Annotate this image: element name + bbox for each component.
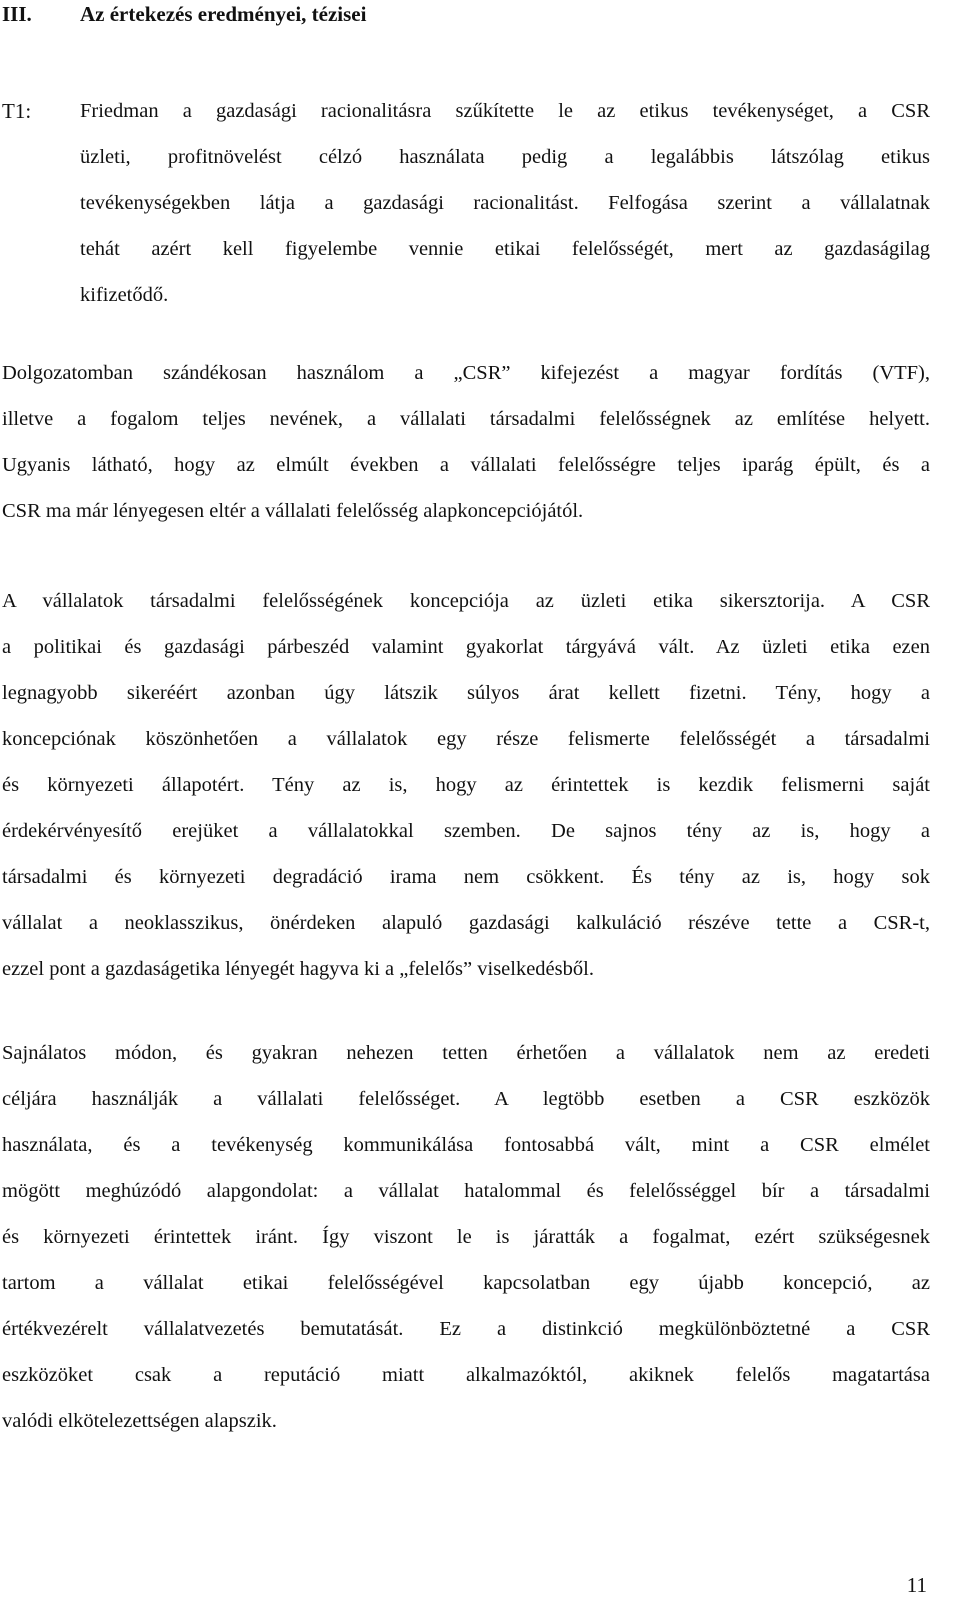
text-line: koncepciónak köszönhetően a vállalatok egy része felismerte felelősségét a társadalmi [2, 728, 930, 750]
text-line: és környezeti érintettek iránt. Így viszont le is járatták a fogalmat, ezért szükségesnek [2, 1226, 930, 1248]
text-line: Friedman a gazdasági racionalitásra szűkítette le az etikus tevékenységet, a CSR [80, 100, 930, 122]
section-number: III. [2, 2, 32, 26]
text-line: vállalat a neoklasszikus, önérdeken alapuló gazdasági kalkuláció részéve tette a CSR-t, [2, 912, 930, 934]
section-title: Az értekezés eredményei, tézisei [80, 2, 367, 26]
text-line: legnagyobb sikeréért azonban úgy látszik súlyos árat kellett fizetni. Tény, hogy a [2, 682, 930, 704]
paragraph-value-driven-management [2, 1030, 930, 1444]
paragraph-csr-terminology [2, 350, 930, 534]
text-line: tehát azért kell figyelembe vennie etikai felelősségét, mert az gazdaságilag [80, 238, 930, 260]
text-line: eszközöket csak a reputáció miatt alkalmazóktól, akiknek felelős magatartása [2, 1364, 930, 1386]
text-line: érdekérvényesítő erejüket a vállalatokkal szemben. De sajnos tény az is, hogy a [2, 820, 930, 842]
text-line: mögött meghúzódó alapgondolat: a vállalat hatalommal és felelősséggel bír a társadalmi [2, 1180, 930, 1202]
text-line: CSR ma már lényegesen eltér a vállalati felelősség alapkoncepciójától. [2, 500, 584, 522]
text-line: kifizetődő. [80, 284, 169, 306]
text-line: értékvezérelt vállalatvezetés bemutatását. Ez a distinkció megkülönböztetné a CSR [2, 1318, 930, 1340]
text-line: illetve a fogalom teljes nevének, a vállalati társadalmi felelősségnek az említése helyett. [2, 408, 930, 430]
text-line: üzleti, profitnövelést célzó használata pedig a legalábbis látszólag etikus [80, 146, 930, 168]
page-number: 11 [906, 1573, 927, 1597]
text-line: céljára használják a vállalati felelősséget. A legtöbb esetben a CSR eszközök [2, 1088, 930, 1110]
text-line: tevékenységekben látja a gazdasági racionalitást. Felfogása szerint a vállalatnak [80, 192, 930, 214]
text-line: Ugyanis látható, hogy az elmúlt években a vállalati felelősségre teljes iparág épült, és a [2, 454, 930, 476]
text-line: A vállalatok társadalmi felelősségének koncepciója az üzleti etika sikersztorija. A CSR [2, 590, 930, 612]
paragraph-csr-success-story [2, 578, 930, 992]
text-line: tartom a vállalat etikai felelősségével kapcsolatban egy újabb koncepció, az [2, 1272, 930, 1294]
thesis-label: T1: [2, 99, 32, 123]
text-line: használata, és a tevékenység kommunikálása fontosabbá vált, mint a CSR elmélet [2, 1134, 930, 1156]
text-line: valódi elkötelezettségen alapszik. [2, 1410, 277, 1432]
thesis-text [80, 88, 930, 318]
text-line: ezzel pont a gazdaságetika lényegét hagyva ki a „felelős” viselkedésből. [2, 958, 594, 980]
text-line: Dolgozatomban szándékosan használom a „CSR” kifejezést a magyar fordítás (VTF), [2, 362, 930, 384]
text-line: és környezeti állapotért. Tény az is, hogy az érintettek is kezdik felismerni saját [2, 774, 930, 796]
text-line: a politikai és gazdasági párbeszéd valamint gyakorlat tárgyává vált. Az üzleti etika ezen [2, 636, 930, 658]
text-line: társadalmi és környezeti degradáció irama nem csökkent. És tény az is, hogy sok [2, 866, 930, 888]
section-heading [2, 0, 366, 28]
text-line: Sajnálatos módon, és gyakran nehezen tetten érhetően a vállalatok nem az eredeti [2, 1042, 930, 1064]
